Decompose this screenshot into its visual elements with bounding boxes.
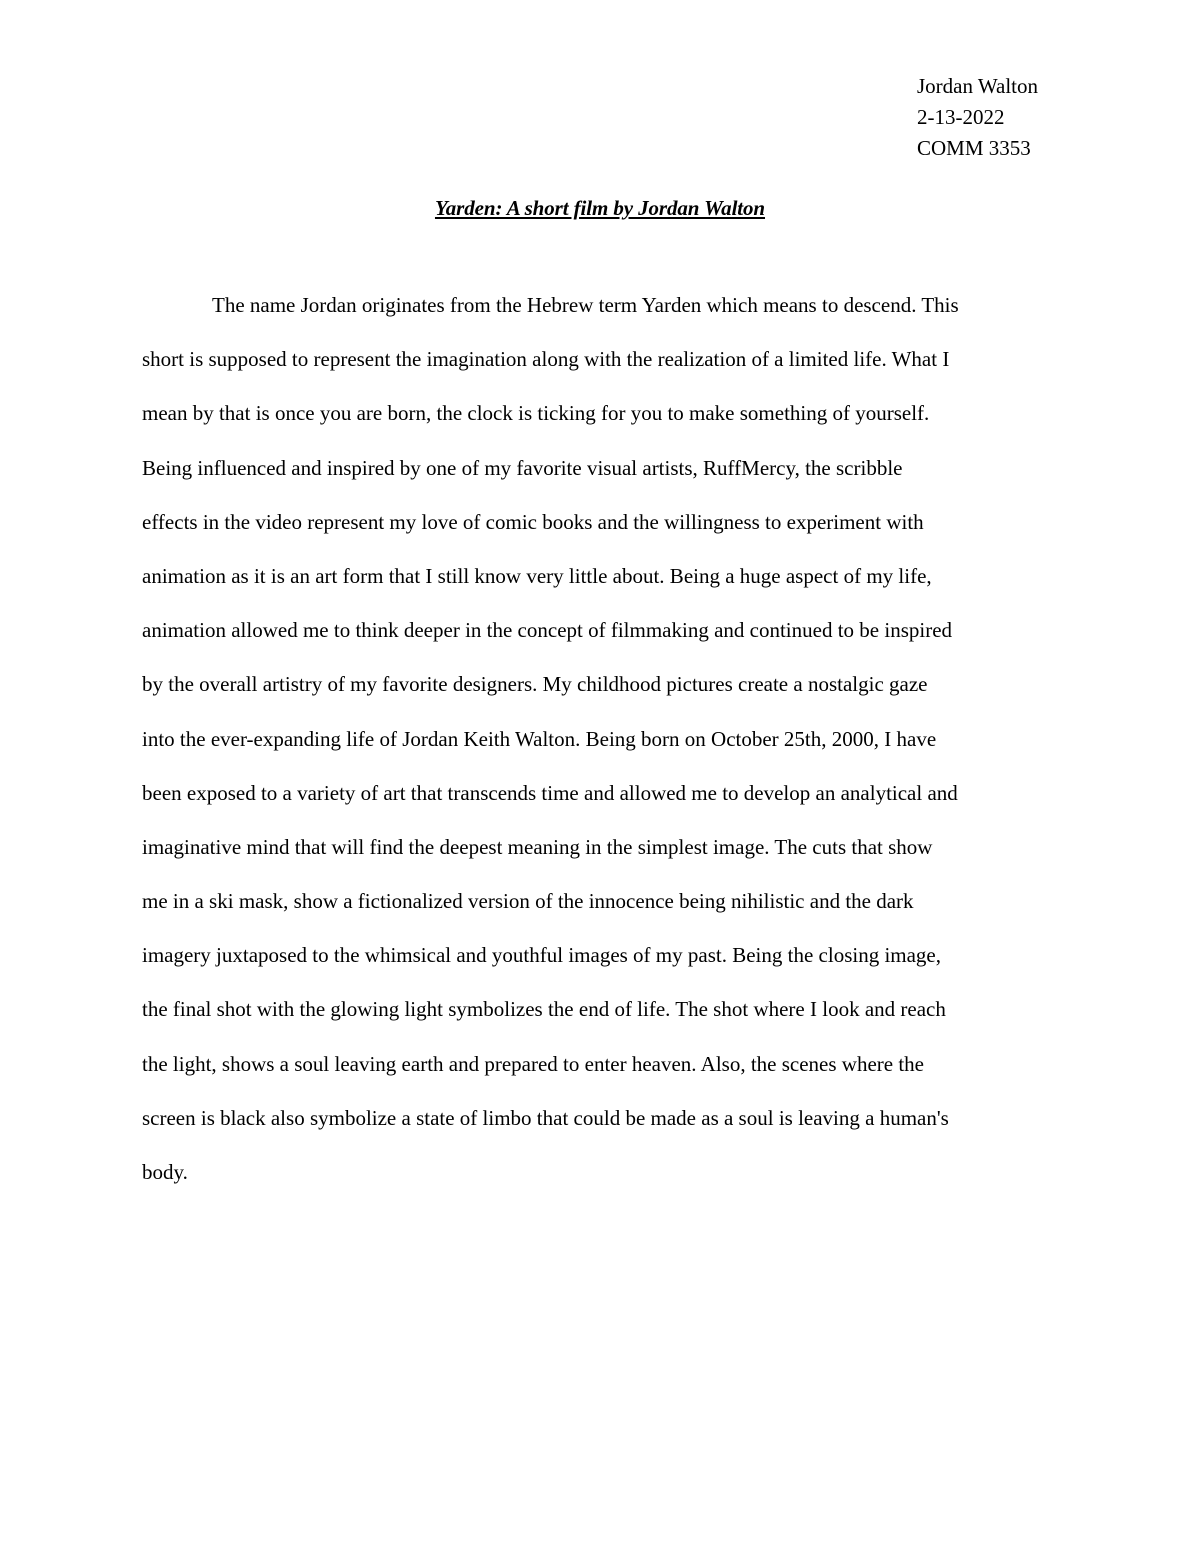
body-line: screen is black also symbolize a state of limbo that could be made as a soul is leaving a human's <box>142 1105 949 1130</box>
body-line: imagery juxtaposed to the whimsical and youthful images of my past. Being the closing image, <box>142 943 942 968</box>
body-paragraph <box>142 278 1072 1199</box>
body-line: the light, shows a soul leaving earth and prepared to enter heaven. Also, the scenes where the <box>142 1051 924 1076</box>
body-line: been exposed to a variety of art that transcends time and allowed me to develop an analytical and <box>142 780 958 805</box>
document-title: Yarden: A short film by Jordan Walton <box>434 196 766 220</box>
body-line: imaginative mind that will find the deepest meaning in the simplest image. The cuts that show <box>142 834 933 859</box>
body-line: animation as it is an art form that I still know very little about. Being a huge aspect of my life, <box>142 563 932 588</box>
author-name: Jordan Walton <box>917 74 1038 98</box>
body-line: The name Jordan originates from the Hebrew term Yarden which means to descend. This <box>212 293 959 317</box>
header-block <box>917 71 1157 164</box>
body-line: the final shot with the glowing light symbolizes the end of life. The shot where I look and reach <box>142 997 946 1022</box>
body-line: by the overall artistry of my favorite designers. My childhood pictures create a nostalgic gaze <box>142 672 928 697</box>
body-line: mean by that is once you are born, the clock is ticking for you to make something of yourself. <box>142 401 930 426</box>
body-line: into the ever-expanding life of Jordan Keith Walton. Being born on October 25th, 2000, I have <box>142 726 937 751</box>
body-line: body. <box>142 1160 188 1184</box>
course-code: COMM 3353 <box>917 136 1031 160</box>
body-line: effects in the video represent my love of comic books and the willingness to experiment with <box>142 509 924 534</box>
body-line: short is supposed to represent the imagination along with the realization of a limited life. What I <box>142 347 950 372</box>
document-date: 2-13-2022 <box>917 105 1005 129</box>
body-line: Being influenced and inspired by one of my favorite visual artists, RuffMercy, the scribble <box>142 455 903 480</box>
body-line: me in a ski mask, show a fictionalized version of the innocence being nihilistic and the dark <box>142 889 914 914</box>
body-line: animation allowed me to think deeper in the concept of filmmaking and continued to be inspired <box>142 618 953 643</box>
